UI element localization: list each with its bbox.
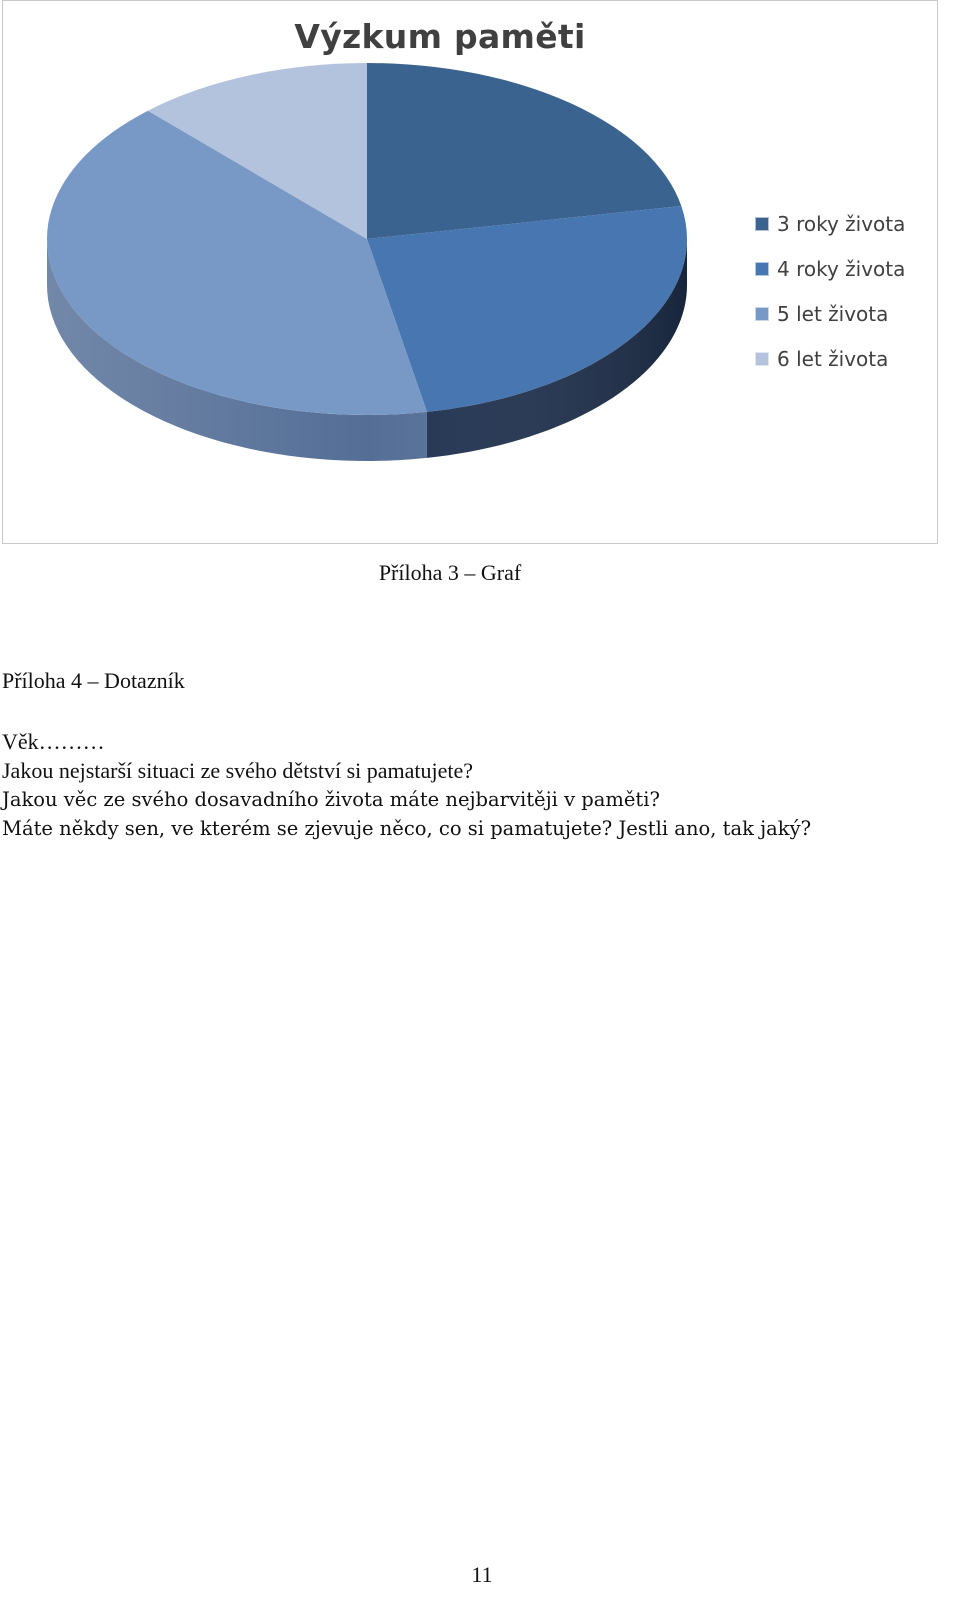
legend-label: 3 roky života [777, 211, 906, 236]
pie-top [47, 63, 687, 415]
question-vivid-memory: Jakou věc ze svého dosavadního života máte nejbarvitěji v paměti? [2, 788, 660, 811]
section-heading: Příloha 4 – Dotazník [2, 668, 185, 693]
question-dream: Máte někdy sen, ve kterém se zjevuje něco, co si pamatujete? Jestli ano, tak jaký? [2, 817, 812, 840]
chart-title: Výzkum paměti [294, 17, 586, 56]
questionnaire [2, 727, 811, 843]
chart-frame [2, 0, 938, 544]
legend-swatch [755, 217, 769, 231]
legend-item [755, 291, 905, 336]
legend-item [755, 201, 905, 246]
legend-item [755, 336, 905, 381]
legend-swatch [755, 352, 769, 366]
legend-label: 6 let života [777, 346, 889, 371]
legend-label: 5 let života [777, 301, 889, 326]
legend-label: 4 roky života [777, 256, 906, 281]
legend-item [755, 246, 905, 291]
legend-swatch [755, 307, 769, 321]
question-age: Věk……… [2, 729, 105, 754]
legend-swatch [755, 262, 769, 276]
figure-caption: Příloha 3 – Graf [378, 560, 522, 585]
page-number: 11 [471, 1562, 493, 1587]
legend [755, 201, 905, 381]
question-oldest-memory: Jakou nejstarší situaci ze svého dětství si pamatujete? [2, 758, 474, 783]
